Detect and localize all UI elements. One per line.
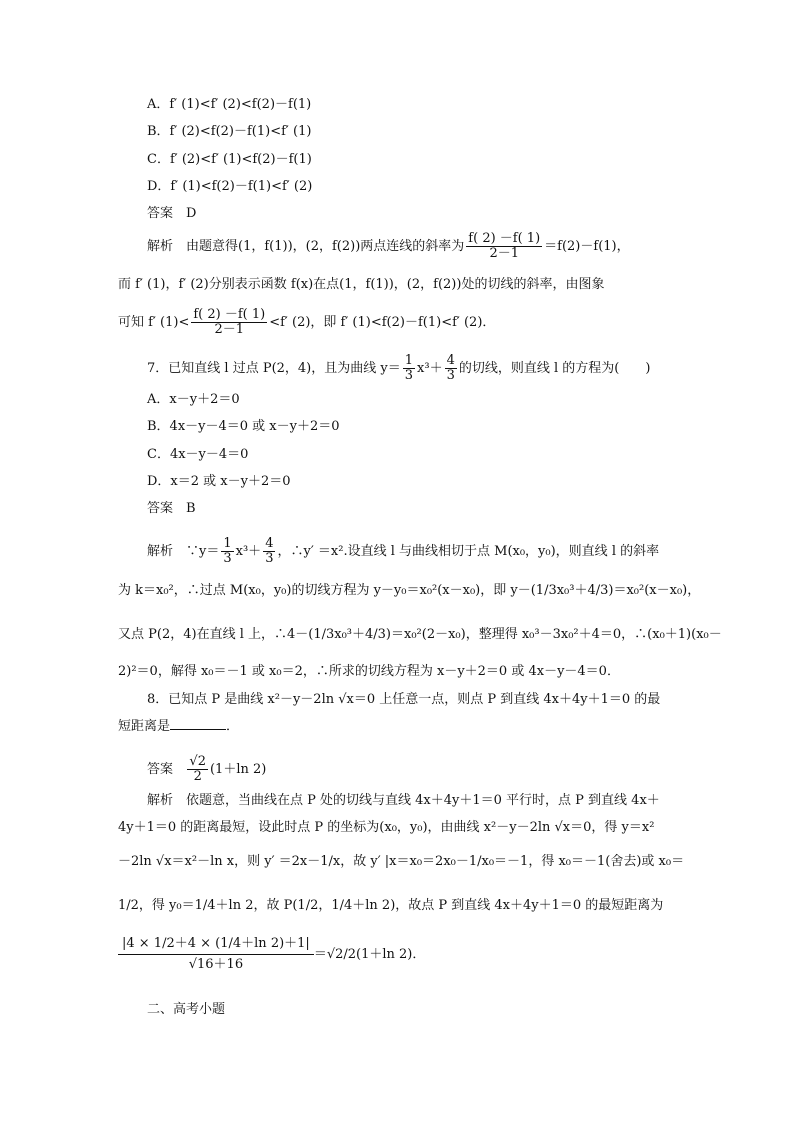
q6-sol-text: 解析 由题意得(1，f(1))，(2，f(2))两点连线的斜率为	[147, 239, 465, 254]
q7-stem	[147, 354, 650, 383]
frac-den: 2	[193, 769, 202, 784]
q6-sol-text: ＝f(2)－f(1)，	[544, 239, 630, 254]
distance-formula	[118, 934, 425, 975]
q7-solution-line-4: 2)²＝0，解得 x₀＝－1 或 x₀＝2，∴所求的切线方程为 x－y＋2＝0 或 4x－y－4＝0．	[118, 664, 620, 679]
q6-option-c: C．f′ (2)<f′ (1)<f(2)－f(1)	[147, 152, 312, 167]
frac-num: 1	[404, 353, 414, 368]
q7-stem-text: 7．已知直线 l 过点 P(2，4)，且为曲线 y＝	[147, 361, 401, 376]
q7-sol-text: 解析 ∵y＝	[147, 544, 220, 559]
frac-num: f( 2) －f( 1)	[193, 307, 266, 322]
q6-solution-line-2: 而 f′ (1)，f′ (2)分别表示函数 f(x)在点(1，f(1))，(2，f(2))处的切线的斜率，由图象	[118, 277, 605, 292]
q7-solution-line-1	[147, 537, 659, 566]
frac-den: 3	[265, 551, 274, 566]
q7-option-d: D．x＝2 或 x－y＋2＝0	[147, 474, 291, 489]
q8-solution-line-4: 1/2，得 y₀＝1/4＋ln 2，故 P(1/2，1/4＋ln 2)，故点 P 到直线 4x＋4y＋1＝0 的最短距离为	[118, 898, 664, 913]
frac-den: 3	[404, 368, 414, 383]
q8-solution-line-2: 4y＋1＝0 的距离最短，设此时点 P 的坐标为(x₀，y₀)，由曲线 x²－y－2ln √x＝0，得 y＝x²	[118, 820, 655, 835]
q6-option-b: B．f′ (2)<f(2)－f(1)<f′ (1)	[147, 124, 312, 139]
q7-solution-line-2: 为 k＝x₀²，∴过点 M(x₀，y₀)的切线方程为 y－y₀＝x₀²(x－x₀)，即 y－(1/3x₀³＋4/3)＝x₀²(x－x₀)，	[118, 583, 701, 598]
q7-option-c: C．4x－y－4＝0	[147, 447, 249, 462]
q7-stem-text: x³＋	[417, 361, 443, 376]
q8-solution-line-3: －2ln √x＝x²－ln x，则 y′ ＝2x－1/x，故 y′ |x＝x₀＝2x₀－1/x₀＝－1，得 x₀＝－1(舍去)或 x₀＝	[118, 854, 685, 869]
q7-option-a: A．x－y＋2＝0	[147, 392, 240, 407]
frac-den: 2－1	[489, 246, 519, 261]
answer-blank	[170, 717, 226, 730]
q7-answer: 答案 B	[147, 501, 196, 516]
frac-num: √2	[189, 754, 206, 769]
q8-stem-text: ．	[226, 719, 240, 734]
q6-answer: 答案 D	[147, 206, 197, 221]
fraction	[221, 537, 233, 566]
slope-fraction	[191, 308, 267, 337]
q8-stem-text: 短距离是	[118, 719, 171, 734]
frac-den: 3	[223, 551, 232, 566]
q8-solution-line-1: 解析 依题意，当曲线在点 P 处的切线与直线 4x＋4y＋1＝0 平行时，点 P 到直线 4x＋	[147, 793, 660, 808]
q7-sol-text: ，∴y′ ＝x².设直线 l 与曲线相切于点 M(x₀，y₀)，则直线 l 的斜率	[277, 544, 660, 559]
distance-result: ＝√2/2(1＋ln 2)．	[313, 947, 426, 962]
q7-sol-text: x³＋	[235, 544, 262, 559]
q7-solution-line-3: 又点 P(2，4)在直线 l 上，∴4－(1/3x₀³＋4/3)＝x₀²(2－x₀)，整理得 x₀³－3x₀²＋4＝0，∴(x₀＋1)(x₀－	[118, 627, 722, 642]
frac-den: 2－1	[214, 322, 245, 337]
q8-stem-line-2	[118, 717, 239, 737]
frac-num: f( 2) －f( 1)	[468, 231, 541, 246]
q6-solution-line-3	[118, 308, 495, 337]
section-heading: 二、高考小题	[147, 1002, 226, 1017]
frac-num: 1	[223, 536, 232, 551]
fraction	[403, 354, 415, 383]
answer-text: (1＋ln 2)	[209, 762, 267, 777]
distance-denominator: √16＋16	[188, 957, 244, 972]
fraction	[445, 354, 457, 383]
slope-fraction	[466, 232, 542, 261]
fraction	[263, 537, 275, 566]
q6-option-a: A．f′ (1)<f′ (2)<f(2)－f(1)	[147, 97, 312, 112]
q6-sol-text: <f′ (2)，即 f′ (1)<f(2)－f(1)<f′ (2)．	[269, 315, 496, 330]
frac-num: 4	[265, 536, 274, 551]
q6-solution-line-1	[147, 232, 630, 261]
frac-den: 3	[446, 368, 455, 383]
q8-answer	[147, 755, 266, 784]
q8-stem-line-1: 8．已知点 P 是曲线 x²－y－2ln √x＝0 上任意一点，则点 P 到直线 4x＋4y＋1＝0 的最	[147, 692, 661, 707]
q6-option-d: D．f′ (1)<f(2)－f(1)<f′ (2)	[147, 179, 313, 194]
answer-fraction	[187, 755, 208, 784]
q7-stem-text: 的切线，则直线 l 的方程为( )	[458, 361, 651, 376]
q7-option-b: B．4x－y－4＝0 或 x－y＋2＝0	[147, 419, 340, 434]
answer-label: 答案	[147, 762, 174, 777]
frac-num: 4	[446, 353, 455, 368]
q6-sol-text: 可知 f′ (1)<	[118, 315, 190, 330]
distance-numerator: |4 × 1/2＋4 × (1/4＋ln 2)＋1|	[118, 934, 314, 955]
